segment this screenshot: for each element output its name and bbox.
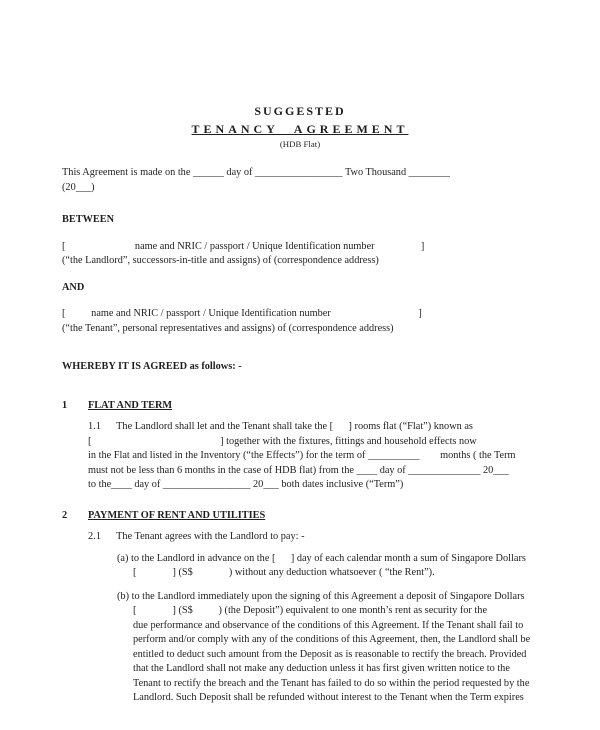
- clause-b-line: [ ] (S$ ) (the Deposit”) equivalent to one month’s rent as security for the: [133, 605, 488, 616]
- whereby-clause: WHEREBY IT IS AGREED as follows: -: [62, 361, 242, 372]
- landlord-name-bracket: [ name and NRIC / passport / Unique Identification number ]: [62, 240, 425, 252]
- doc-title-line1: SUGGESTED: [254, 104, 346, 118]
- clause-b-line: Tenant to rectify the breach and the Tenant has failed to do so within the period requested by the: [133, 677, 530, 689]
- clause-b-line: due performance and observance of the conditions of this Agreement. If the Tenant shall fail to: [133, 619, 524, 631]
- between-label: BETWEEN: [62, 214, 115, 225]
- document-title-block: [62, 104, 538, 150]
- section-2-number: 2: [62, 509, 68, 521]
- clause-2-1-a: [117, 552, 538, 581]
- intro-line-2: (20___): [62, 181, 95, 193]
- clause-1-1-line: must not be less than 6 months in the case of HDB flat) from the ____ day of ______________ 20___: [88, 464, 509, 476]
- clause-1-1: [88, 420, 538, 493]
- section-1-heading: [62, 399, 538, 414]
- clause-2-1-line: 2.1 The Tenant agrees with the Landlord to pay: -: [88, 531, 305, 542]
- clause-2-1: [88, 530, 538, 545]
- and-label: AND: [62, 281, 85, 293]
- section-2-heading: [62, 509, 538, 524]
- clause-2-1-b: [117, 590, 538, 706]
- clause-a-line: (a) to the Landlord in advance on the [ ] day of each calendar month a sum of Singapore Dollars: [117, 552, 526, 564]
- intro-line-1: This Agreement is made on the ______ day of _________________ Two Thousand ________: [62, 167, 450, 178]
- clause-a-line: [ ] (S$ ) without any deduction whatsoever ( “the Rent”).: [133, 567, 435, 578]
- doc-subtitle: (HDB Flat): [279, 139, 321, 149]
- clause-1-1-line: in the Flat and listed in the Inventory (“the Effects”) for the term of __________ months ( the Term: [88, 450, 516, 461]
- clause-1-1-line: 1.1 The Landlord shall let and the Tenant shall take the [ ] rooms flat (“Flat”) known as: [88, 421, 473, 432]
- section-1-number: 1: [62, 399, 68, 411]
- tenant-description: (“the Tenant”, personal representatives and assigns) of (correspondence address): [62, 322, 394, 334]
- clause-b-line: Landlord. Such Deposit shall be refunded without interest to the Tenant when the Term expires: [133, 692, 524, 703]
- section-1-title: FLAT AND TERM: [88, 399, 173, 411]
- clause-1-1-line: to the____ day of _________________ 20___ both dates inclusive (“Term”): [88, 479, 404, 490]
- clause-1-1-line: [ ] together with the fixtures, fittings and household effects now: [88, 435, 477, 447]
- landlord-description: (“the Landlord”, successors-in-title and assigns) of (correspondence address): [62, 255, 379, 266]
- tenant-name-bracket: [ name and NRIC / passport / Unique Identification number ]: [62, 308, 422, 319]
- clause-b-line: that the Landlord shall not make any deduction unless it has first given written notice to the: [133, 663, 510, 674]
- doc-title-line2: TENANCY AGREEMENT: [191, 122, 409, 136]
- section-2-title: PAYMENT OF RENT AND UTILITIES: [88, 509, 266, 521]
- clause-b-line: perform and/or comply with any of the conditions of this Agreement, then, the Landlord shall be: [133, 634, 531, 645]
- clause-b-line: entitled to deduct such amount from the Deposit as is reasonable to rectify the breach. Provided: [133, 648, 527, 660]
- clause-b-line: (b) to the Landlord immediately upon the signing of this Agreement a deposit of Singapore Dollars: [117, 590, 525, 602]
